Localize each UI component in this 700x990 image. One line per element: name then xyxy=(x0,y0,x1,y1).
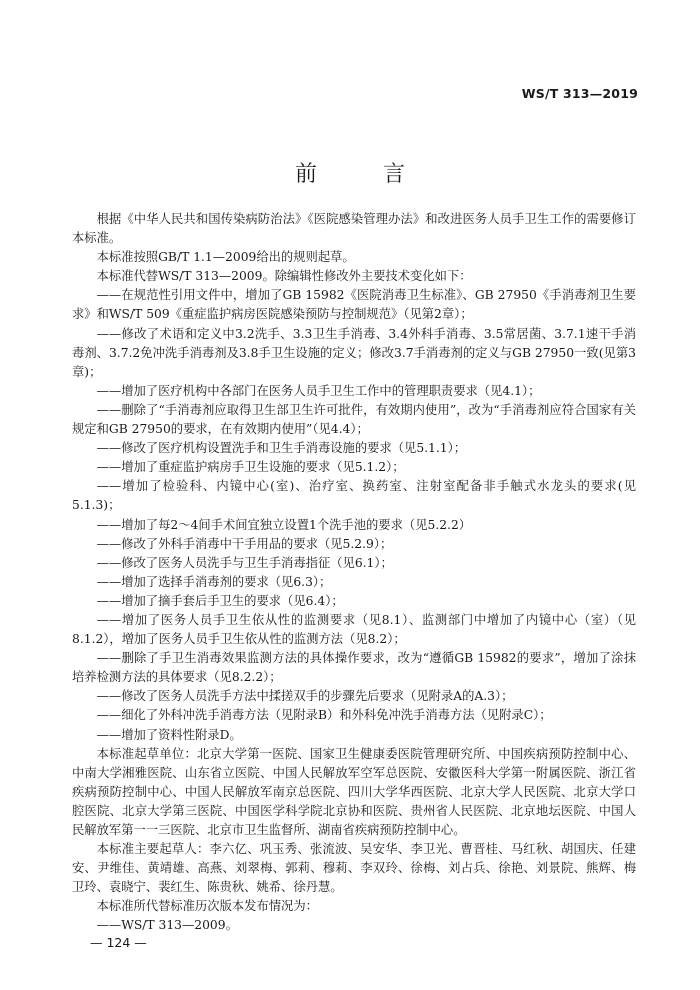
change-item: ——修改了外科手消毒中干手用品的要求（见5.2.9）； xyxy=(96,536,393,551)
change-item: ——细化了外科冲洗手消毒方法（见附录B）和外科免冲洗手消毒方法（见附录C）； xyxy=(96,708,552,723)
paragraph: 本标准按照GB/T 1.1—2009给出的规则起草。 xyxy=(96,250,355,265)
change-item: ——增加了选择手消毒剂的要求（见6.3）； xyxy=(96,574,332,589)
change-item: ——修改了术语和定义中3.2洗手、3.3卫生手消毒、3.4外科手消毒、3.5常居菌、3.7.1速干手消毒剂、3.7.2免冲洗手消毒剂及3.8手卫生设施的定义；修改3.7手消毒剂的定义与GB 27950一致(见第3章)； xyxy=(72,326,636,379)
change-item: ——增加了每2～4间手术间宜独立设置1个洗手池的要求（见5.2.2） xyxy=(96,517,472,532)
change-item: ——删除了手卫生消毒效果监测方法的具体操作要求，改为“遵循GB 15982的要求”，增加了涂抹培养检测方法的具体要求（见8.2.2）； xyxy=(72,651,636,685)
paragraph: 本标准所代替标准历次版本发布情况为： xyxy=(96,899,318,914)
drafting-units: 本标准起草单位：北京大学第一医院、国家卫生健康委医院管理研究所、中国疾病预防控制中心、中南大学湘雅医院、山东省立医院、中国人民解放军空军总医院、安徽医科大学第一附属医院、浙江省疾病预防控制中心、中国人民解放军南京总医院、四川大学华西医院、北京大学人民医院、北京大学口腔医院、北京大学第三医院、中国医学科学院北京协和医院、贵州省人民医院、北京地坛医院、中国人民解放军第一一三医院、北京市卫生监督所、湖南省疾病预防控制中心。 xyxy=(72,746,636,837)
change-item: ——增加了检验科、内镜中心(室)、治疗室、换药室、注射室配备非手触式水龙头的要求(见5.1.3)； xyxy=(72,479,636,513)
page-title: 前 言 xyxy=(294,162,427,187)
body-text xyxy=(72,210,636,936)
change-item: ——增加了重症监护病房手卫生设施的要求（见5.1.2）； xyxy=(96,460,405,475)
paragraph: 本标准代替WS/T 313—2009。除编辑性修改外主要技术变化如下： xyxy=(96,269,472,284)
change-item: ——修改了医务人员洗手与卫生手消毒指征（见6.1）； xyxy=(96,555,393,570)
change-item: ——增加了资料性附录D。 xyxy=(96,727,242,742)
change-item: ——在规范性引用文件中，增加了GB 15982《医院消毒卫生标准》、GB 27950《手消毒剂卫生要求》和WS/T 509《重症监护病房医院感染预防与控制规范》（见第2章）； xyxy=(72,288,636,322)
change-item: ——增加了摘手套后手卫生的要求（见6.4）； xyxy=(96,593,344,608)
version-item: ——WS/T 313—2009。 xyxy=(96,918,238,933)
drafters: 本标准主要起草人：李六亿、巩玉秀、张流波、吴安华、李卫光、曹晋桂、马红秋、胡国庆、任建安、尹维佳、黄靖雄、高燕、刘翠梅、郭莉、穆莉、李双玲、徐梅、刘占兵、徐艳、刘景院、熊辉、梅卫玲、袁晓宁、裴红生、陈贵秋、姚希、徐丹慧。 xyxy=(72,842,636,895)
change-item: ——修改了医务人员洗手方法中揉搓双手的步骤先后要求（见附录A的A.3）； xyxy=(96,689,514,704)
change-item: ——修改了医疗机构设置洗手和卫生手消毒设施的要求（见5.1.1）； xyxy=(96,441,467,456)
paragraph: 根据《中华人民共和国传染病防治法》《医院感染管理办法》和改进医务人员手卫生工作的需要修订本标准。 xyxy=(72,212,636,246)
change-item: ——增加了医疗机构中各部门在医务人员手卫生工作中的管理职责要求（见4.1）； xyxy=(96,383,541,398)
change-item: ——增加了医务人员手卫生依从性的监测要求（见8.1）、监测部门中增加了内镜中心（室）（见8.1.2），增加了医务人员手卫生依从性的监测方法（见8.2）； xyxy=(72,612,636,647)
standard-code: WS/T 313—2019 xyxy=(521,86,638,101)
page-number: — 124 — xyxy=(90,935,147,950)
change-item: ——删除了“手消毒剂应取得卫生部卫生许可批件，有效期内使用”，改为“手消毒剂应符合国家有关规定和GB 27950的要求，在有效期内使用”（见4.4）； xyxy=(72,402,636,437)
